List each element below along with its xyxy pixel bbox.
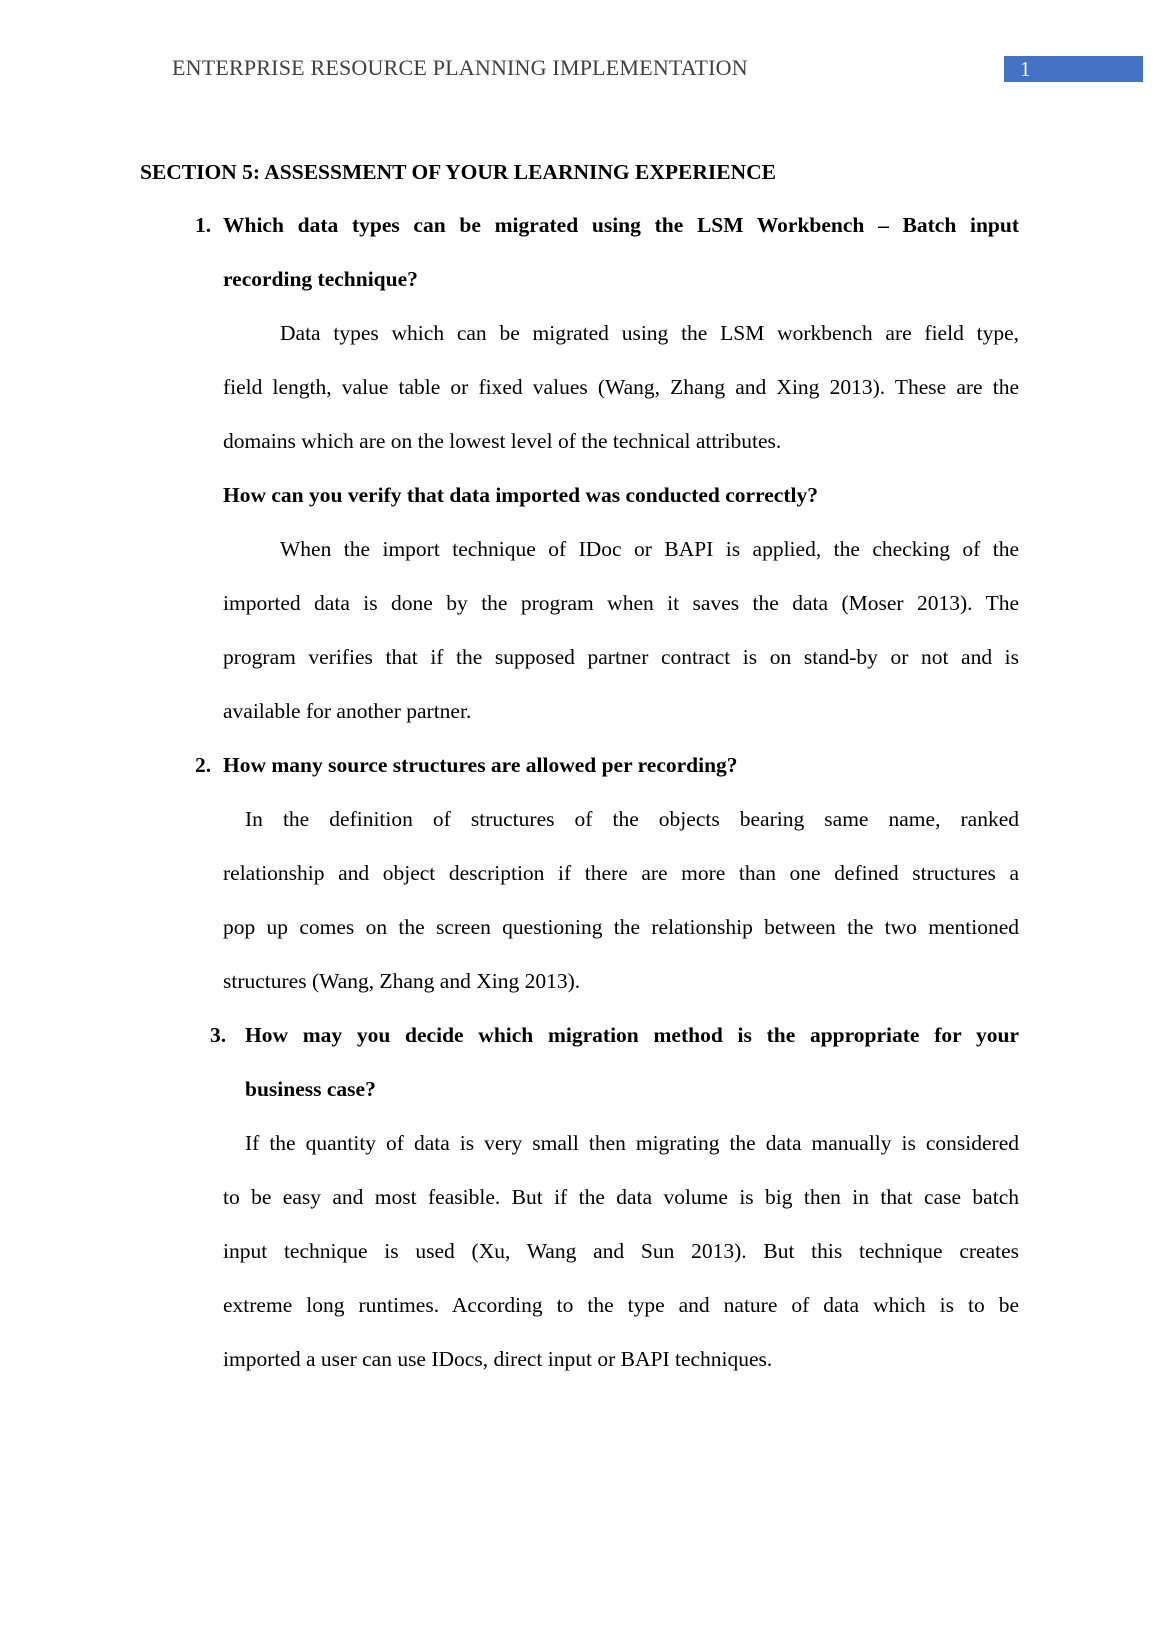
question-text: recording technique? — [223, 267, 418, 291]
page-number: 1 — [1004, 56, 1143, 82]
answer-line: imported a user can use IDocs, direct input or BAPI techniques. — [223, 1347, 773, 1371]
answer-line: When the import technique of IDoc or BAPI is applied, the checking of the — [280, 537, 1019, 561]
question-text: How may you decide which migration method is the appropriate for your — [245, 1023, 1019, 1047]
answer-line: extreme long runtimes. According to the type and nature of data which is to be — [223, 1293, 1019, 1317]
answer-line: available for another partner. — [223, 699, 472, 723]
question-text: business case? — [245, 1077, 376, 1101]
section-heading: SECTION 5: ASSESSMENT OF YOUR LEARNING EXPERIENCE — [140, 160, 776, 184]
question-text: How many source structures are allowed per recording? — [223, 753, 738, 777]
sub-question: How can you verify that data imported was conducted correctly? — [223, 483, 818, 507]
answer-line: imported data is done by the program when it saves the data (Moser 2013). The — [223, 591, 1019, 615]
answer-line: input technique is used (Xu, Wang and Sun 2013). But this technique creates — [223, 1239, 1019, 1263]
answer-line: If the quantity of data is very small then migrating the data manually is considered — [245, 1131, 1019, 1155]
answer-line: to be easy and most feasible. But if the data volume is big then in that case batch — [223, 1185, 1019, 1209]
answer-line: field length, value table or fixed values (Wang, Zhang and Xing 2013). These are the — [223, 375, 1019, 399]
answer-line: Data types which can be migrated using the LSM workbench are field type, — [280, 321, 1019, 345]
answer-line: structures (Wang, Zhang and Xing 2013). — [223, 969, 581, 993]
question-number: 3. — [210, 1023, 227, 1047]
answer-line: domains which are on the lowest level of the technical attributes. — [223, 429, 782, 453]
running-header: ENTERPRISE RESOURCE PLANNING IMPLEMENTATION — [172, 55, 748, 80]
question-number: 1. — [195, 213, 212, 237]
answer-line: program verifies that if the supposed partner contract is on stand-by or not and is — [223, 645, 1019, 669]
question-text: Which data types can be migrated using the LSM Workbench – Batch input — [223, 213, 1019, 237]
answer-line: In the definition of structures of the objects bearing same name, ranked — [245, 807, 1019, 831]
question-number: 2. — [195, 753, 212, 777]
answer-line: pop up comes on the screen questioning the relationship between the two mentioned — [223, 915, 1019, 939]
answer-line: relationship and object description if there are more than one defined structures a — [223, 861, 1019, 885]
